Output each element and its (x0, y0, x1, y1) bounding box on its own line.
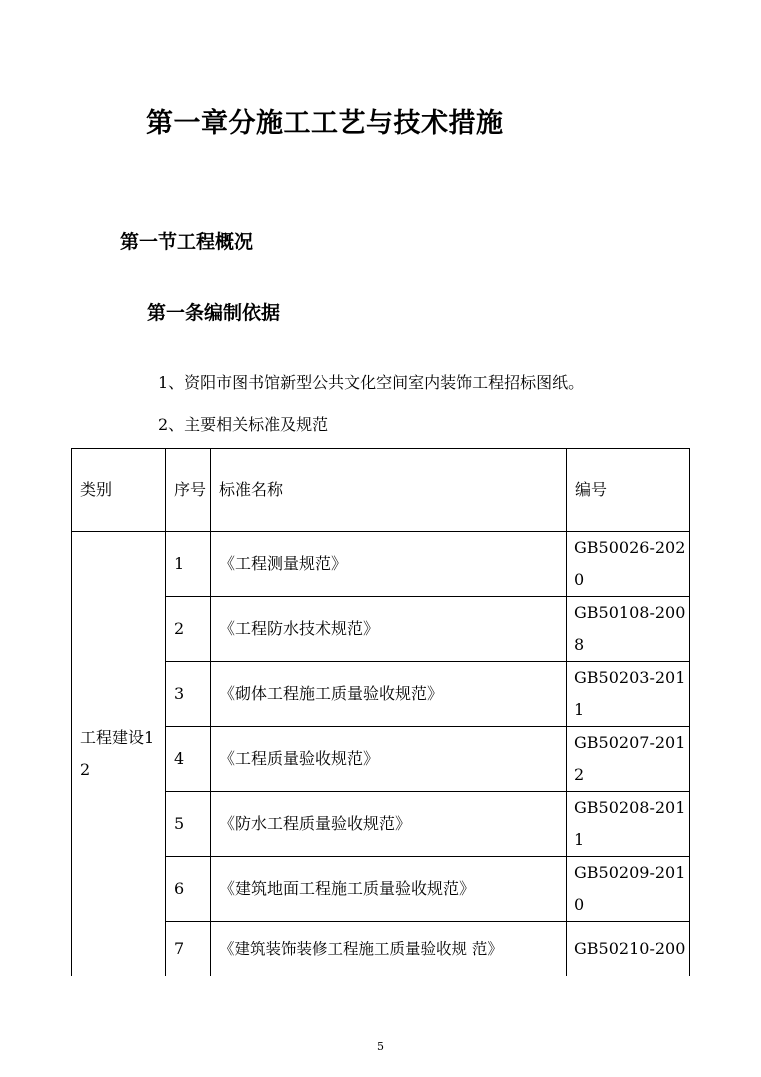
row-index: 5 (166, 792, 211, 857)
article-title: 第一条编制依据 (147, 302, 281, 324)
row-name: 《防水工程质量验收规范》 (211, 792, 567, 857)
row-name: 《建筑地面工程施工质量验收规范》 (211, 857, 567, 922)
standards-table (71, 448, 690, 976)
header-name: 标准名称 (211, 449, 567, 532)
row-index: 2 (166, 597, 211, 662)
chapter-title: 第一章分施工工艺与技术措施 (146, 108, 504, 139)
row-code: GB50209-2010 (567, 857, 690, 922)
paragraph-standards: 2、主要相关标准及规范 (158, 415, 329, 434)
row-index: 3 (166, 662, 211, 727)
row-name: 《工程测量规范》 (211, 532, 567, 597)
row-code: GB50207-2012 (567, 727, 690, 792)
row-name: 《建筑装饰装修工程施工质量验收规 范》 (211, 922, 567, 977)
category-cell: 工程建设12 (72, 532, 166, 977)
header-index: 序号 (166, 449, 211, 532)
row-code: GB50026-2020 (567, 532, 690, 597)
header-code: 编号 (567, 449, 690, 532)
header-category: 类别 (72, 449, 166, 532)
row-index: 6 (166, 857, 211, 922)
section-title: 第一节工程概况 (120, 231, 254, 253)
table-row (72, 532, 690, 597)
row-index: 4 (166, 727, 211, 792)
row-code: GB50208-2011 (567, 792, 690, 857)
row-name: 《工程防水技术规范》 (211, 597, 567, 662)
table-header-row (72, 449, 690, 532)
row-code: GB50203-2011 (567, 662, 690, 727)
row-name: 《工程质量验收规范》 (211, 727, 567, 792)
row-index: 1 (166, 532, 211, 597)
paragraph-drawings: 1、资阳市图书馆新型公共文化空间室内装饰工程招标图纸。 (158, 373, 585, 392)
page-number: 5 (377, 1040, 384, 1053)
row-code: GB50108-2008 (567, 597, 690, 662)
row-name: 《砌体工程施工质量验收规范》 (211, 662, 567, 727)
row-index: 7 (166, 922, 211, 977)
row-code: GB50210-200 (567, 922, 690, 977)
